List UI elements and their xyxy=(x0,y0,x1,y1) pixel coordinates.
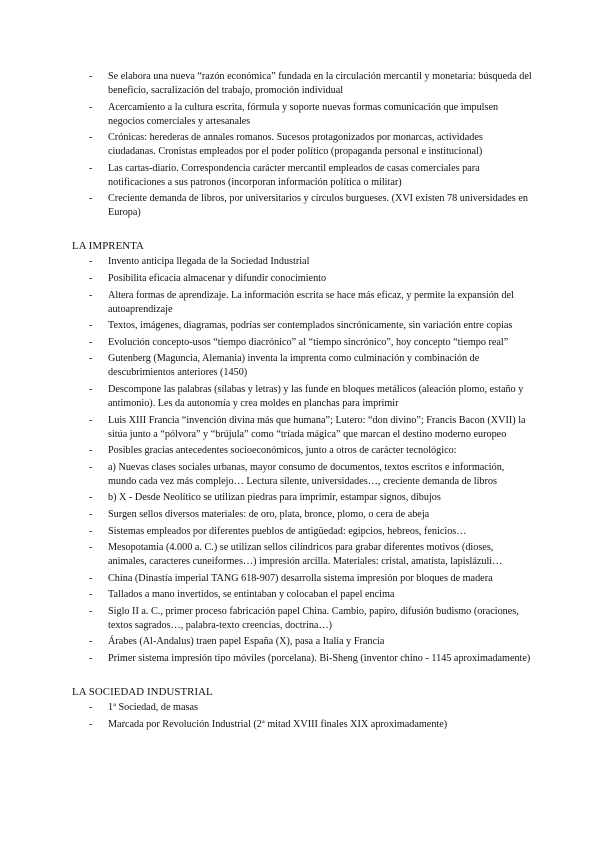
list-item xyxy=(72,162,532,190)
list-item-text: Invento anticipa llegada de la Sociedad Industrial xyxy=(108,256,310,268)
list-item xyxy=(72,255,532,269)
list-item xyxy=(72,491,532,505)
bullet-dash: - xyxy=(89,653,93,665)
document-body xyxy=(72,70,532,734)
list-item-text: Posibilita eficacia almacenar y difundir conocimiento xyxy=(108,272,327,284)
list-item-text: Creciente demanda de libros, por universitarios y círculos burgueses. (XVI existen 78 universidades en Europa) xyxy=(108,193,528,219)
list-item xyxy=(72,192,532,220)
list-item xyxy=(72,718,532,732)
bullet-dash: - xyxy=(89,718,93,730)
list-item-text: Tallados a mano invertidos, se entintaban y colocaban el papel encima xyxy=(108,589,395,601)
bullet-dash: - xyxy=(89,636,93,648)
list-item xyxy=(72,272,532,286)
bullet-dash: - xyxy=(89,461,93,473)
list-item-text: Árabes (Al-Andalus) traen papel España (X), pasa a Italia y Francia xyxy=(108,636,385,648)
list-item-text: Las cartas-diario. Correspondencia carácter mercantil empleados de casas comerciales para notificaciones a sus patronos (incorporan información política o militar) xyxy=(108,162,480,188)
bullet-dash: - xyxy=(89,353,93,365)
bullet-dash: - xyxy=(89,605,93,617)
bullet-dash: - xyxy=(89,162,93,174)
list-item-text: Surgen sellos diversos materiales: de oro, plata, bronce, plomo, o cera de abeja xyxy=(108,508,430,520)
list-item xyxy=(72,352,532,380)
list-item-text: Se elabora una nueva “razón económica” fundada en la circulación mercantil y monetaria: búsqueda del beneficio, sacralización del trabajo, promoción individual xyxy=(108,71,532,96)
list-item xyxy=(72,444,532,458)
list-item-text: Mesopotamia (4.000 a. C.) se utilizan sellos cilíndricos para grabar diferentes motivos (dioses, animales, caracteres cuneiformes…) impresión arcilla. Materiales: cristal, amatista, lapislázuli… xyxy=(108,542,503,568)
list-item xyxy=(72,701,532,715)
list-item-text: Altera formas de aprendizaje. La información escrita se hace más eficaz, y permite la expansión del autoaprendizaje xyxy=(108,289,514,315)
bullet-dash: - xyxy=(89,414,93,426)
intro-list xyxy=(72,70,532,220)
list-item xyxy=(72,70,532,98)
list-item xyxy=(72,383,532,411)
bullet-dash: - xyxy=(89,508,93,520)
list-item-text: Primer sistema impresión tipo móviles (porcelana). Bi-Sheng (inventor chino - 1145 aproximadamente) xyxy=(108,653,531,665)
bullet-dash: - xyxy=(89,272,93,284)
list-item-text: Sistemas empleados por diferentes pueblos de antigüedad: egipcios, hebreos, fenicios… xyxy=(108,525,467,537)
bullet-dash: - xyxy=(89,525,93,537)
list-item-text: Acercamiento a la cultura escrita, fórmula y soporte nuevas formas comunicación que impulsen negocios comerciales y artesanales xyxy=(108,101,499,127)
list-item xyxy=(72,541,532,569)
list-item-text: Descompone las palabras (sílabas y letras) y las funde en bloques metálicos (aleación plomo, estaño y antimonio). Les da autonomía y crea moldes en planchas para imprimir xyxy=(108,383,524,409)
bullet-dash: - xyxy=(89,336,93,348)
bullet-dash: - xyxy=(89,542,93,554)
bullet-dash: - xyxy=(89,132,93,144)
bullet-dash: - xyxy=(89,101,93,113)
list-item xyxy=(72,101,532,129)
bullet-dash: - xyxy=(89,289,93,301)
list-item-text: Textos, imágenes, diagramas, podrías ser contemplados sincrónicamente, sin variación entre copias xyxy=(108,320,513,332)
list-item-text: Gutenberg (Maguncia, Alemania) inventa la imprenta como culminación y combinación de descubrimientos anteriores (1450) xyxy=(108,353,480,379)
list-item xyxy=(72,319,532,333)
list-item xyxy=(72,131,532,159)
bullet-dash: - xyxy=(89,320,93,332)
bullet-dash: - xyxy=(89,492,93,504)
bullet-dash: - xyxy=(89,702,93,714)
bullet-dash: - xyxy=(89,383,93,395)
bullet-dash: - xyxy=(89,589,93,601)
bullet-dash: - xyxy=(89,256,93,268)
list-item xyxy=(72,525,532,539)
list-item xyxy=(72,336,532,350)
list-item xyxy=(72,652,532,666)
list-item-text: a) Nuevas clases sociales urbanas, mayor consumo de documentos, textos escritos e información, mundo cada vez más complejo… Lectura silente, universidades…, creciente demanda de libros xyxy=(108,461,505,487)
list-item xyxy=(72,289,532,317)
list-item xyxy=(72,461,532,489)
list-item xyxy=(72,572,532,586)
list-item-text: b) X - Desde Neolítico se utilizan piedras para imprimir, estampar signos, dibujos xyxy=(108,492,441,504)
list-item xyxy=(72,605,532,633)
list-item xyxy=(72,508,532,522)
section-heading-imprenta: LA IMPRENTA xyxy=(72,240,144,253)
list-item-text: Evolución concepto-usos “tiempo diacrónico” al “tiempo sincrónico”, hoy concepto “tiempo real” xyxy=(108,336,509,348)
list-item xyxy=(72,635,532,649)
list-item-text: 1ª Sociedad, de masas xyxy=(108,702,198,714)
bullet-dash: - xyxy=(89,193,93,205)
list-item-text: Luis XIII Francia “invención divina más que humana”; Lutero: “don divino”; Francis Bacon (XVII) la sitúa junto a “pólvora” y “brújula” como “tríada mágica” que marcan el destino moderno europeo xyxy=(108,414,526,440)
list-item-text: Marcada por Revolución Industrial (2ª mitad XVIII finales XIX aproximadamente) xyxy=(108,718,448,730)
section-heading-sociedad-industrial: LA SOCIEDAD INDUSTRIAL xyxy=(72,686,213,699)
list-item xyxy=(72,414,532,442)
list-item xyxy=(72,588,532,602)
list-item-text: Crónicas: herederas de annales romanos. Sucesos protagonizados por monarcas, actividades ciudadanas. Cronistas empleados por el poder político (propaganda personal e institucional) xyxy=(108,132,483,158)
list-item-text: Posibles gracias antecedentes socioeconómicos, junto a otros de carácter tecnológico: xyxy=(108,445,457,457)
sociedad-list xyxy=(72,701,532,732)
bullet-dash: - xyxy=(89,71,93,82)
bullet-dash: - xyxy=(89,572,93,584)
list-item-text: Siglo II a. C., primer proceso fabricación papel China. Cambio, papiro, difusión budismo (oraciones, textos sagrados…, palabra-texto creencias, doctrina…) xyxy=(108,605,519,631)
bullet-dash: - xyxy=(89,445,93,457)
imprenta-list xyxy=(72,255,532,666)
list-item-text: China (Dinastía imperial TANG 618-907) desarrolla sistema impresión por bloques de madera xyxy=(108,572,493,584)
